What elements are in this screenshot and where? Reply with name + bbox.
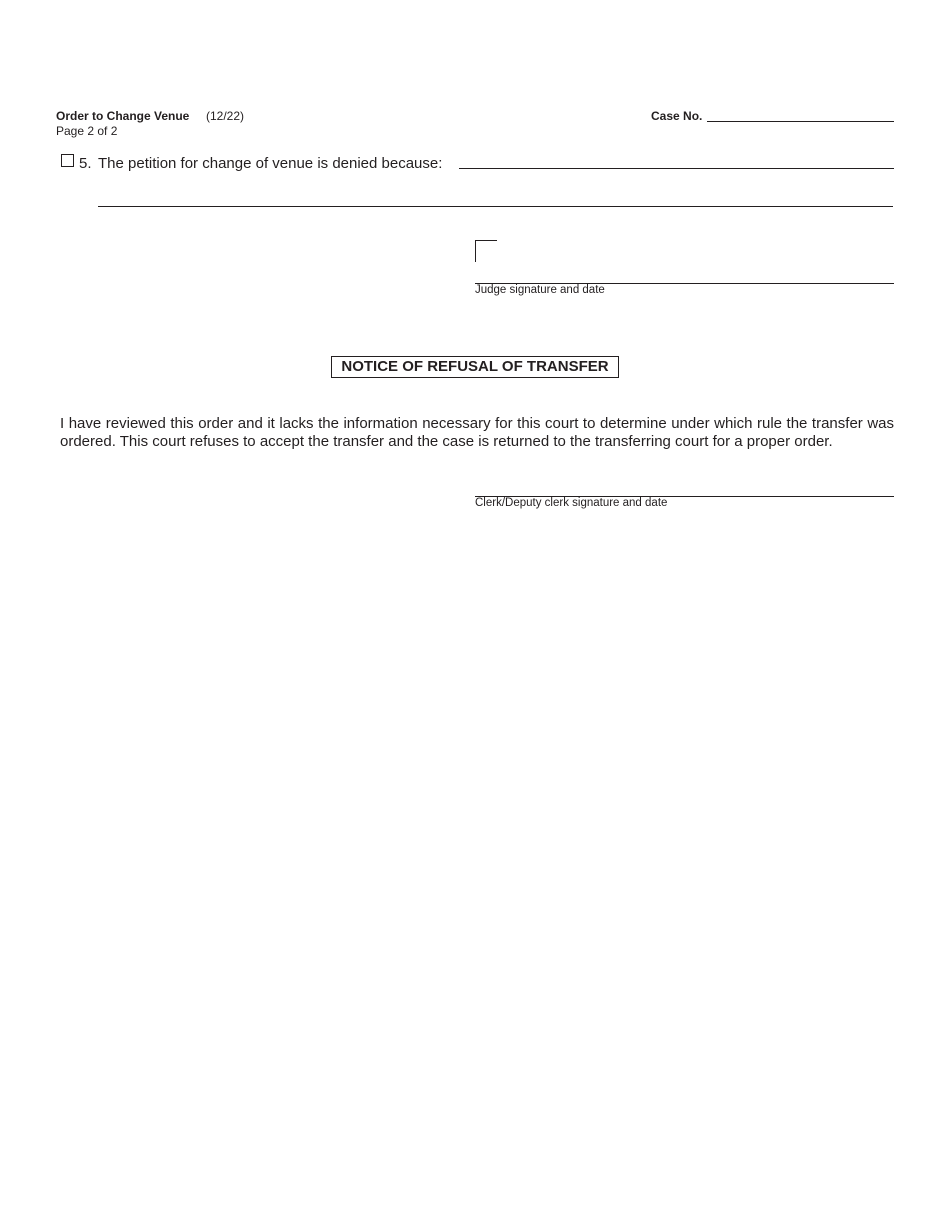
- page-number: Page 2 of 2: [56, 124, 118, 138]
- petition-denied-text: The petition for change of venue is denied because:: [98, 155, 443, 172]
- judge-signature-line[interactable]: [475, 264, 894, 284]
- form-revision: (12/22): [206, 109, 245, 123]
- denied-checkbox[interactable]: [61, 154, 74, 167]
- notice-title: NOTICE OF REFUSAL OF TRANSFER: [331, 356, 619, 378]
- denial-reason-field-1[interactable]: [459, 150, 894, 169]
- case-no-field[interactable]: [707, 108, 894, 122]
- clerk-signature-line[interactable]: [475, 476, 894, 497]
- case-no-label: Case No.: [651, 109, 703, 123]
- judge-signature-label: Judge signature and date: [475, 284, 605, 296]
- signature-corner-mark: [475, 240, 497, 262]
- clerk-signature-label: Clerk/Deputy clerk signature and date: [475, 497, 668, 509]
- denial-reason-field-2[interactable]: [98, 188, 893, 207]
- notice-body: I have reviewed this order and it lacks the information necessary for this court to determine under which rule the transfer was ordered. This court refuses to accept the transfer and the case is returned to the transferring court for a proper order.: [60, 415, 894, 450]
- item-number: 5.: [79, 155, 92, 172]
- form-name: Order to Change Venue: [56, 109, 190, 123]
